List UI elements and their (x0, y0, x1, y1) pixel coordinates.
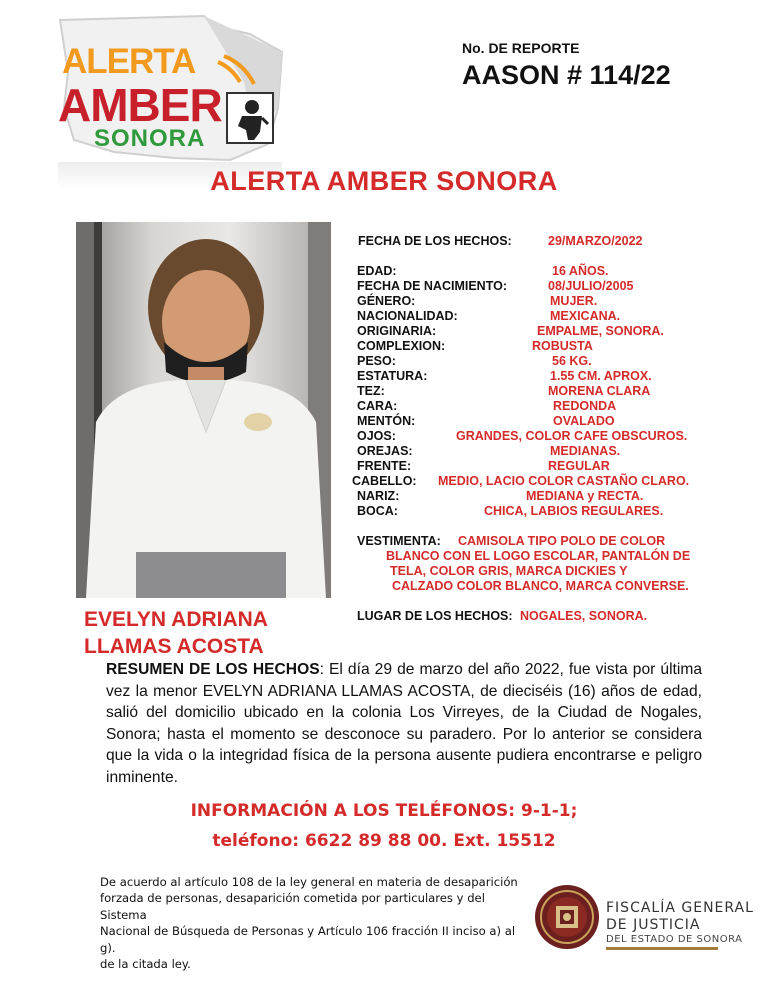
detail-label-menton: MENTÓN: (357, 414, 416, 428)
alerta-amber-logo (54, 12, 284, 190)
detail-value-ojos: GRANDES, COLOR CAFE OBSCUROS. (456, 429, 688, 443)
detail-label-complexion: COMPLEXION: (357, 339, 446, 353)
agency-underline (606, 947, 718, 950)
detail-label-tez: TEZ: (357, 384, 385, 398)
legal-line-2: forzada de personas, desaparición cometida por particulares y del Sistema (100, 891, 485, 922)
detail-value-complexion: ROBUSTA (532, 339, 593, 353)
detail-label-fecha-hechos: FECHA DE LOS HECHOS: (358, 234, 512, 248)
agency-name-line-1: FISCALÍA GENERAL (606, 900, 754, 916)
state-seal-icon (534, 884, 600, 950)
report-number-label: No. DE REPORTE (462, 40, 580, 56)
detail-label-cabello: CABELLO: (352, 474, 417, 488)
agency-name-line-3: DEL ESTADO DE SONORA (606, 934, 743, 945)
legal-line-4: de la citada ley. (100, 957, 191, 972)
legal-line-3: Nacional de Búsqueda de Personas y Artículo 106 fracción II inciso a) al g). (100, 924, 516, 955)
detail-value-tez: MORENA CLARA (548, 384, 651, 398)
detail-label-edad: EDAD: (357, 264, 397, 278)
logo-amber-text: AMBER (58, 79, 222, 131)
detail-label-peso: PESO: (357, 354, 396, 368)
detail-label-lugar: LUGAR DE LOS HECHOS: (357, 609, 513, 623)
page-title: ALERTA AMBER SONORA (210, 166, 558, 196)
name-line-2: LLAMAS ACOSTA (84, 635, 264, 658)
detail-label-genero: GÉNERO: (357, 294, 416, 308)
detail-label-nariz: NARIZ: (357, 489, 400, 503)
name-line-1: EVELYN ADRIANA (84, 608, 268, 631)
detail-value-peso: 56 KG. (552, 354, 592, 368)
detail-value-lugar: NOGALES, SONORA. (520, 609, 648, 623)
detail-value-boca: CHICA, LABIOS REGULARES. (484, 504, 664, 518)
detail-value-menton: OVALADO (553, 414, 615, 428)
detail-value-nacimiento: 08/JULIO/2005 (548, 279, 634, 293)
clothing-line-2: BLANCO CON EL LOGO ESCOLAR, PANTALÓN DE (386, 549, 691, 563)
logo-sonora-text: SONORA (94, 125, 206, 152)
detail-label-ojos: OJOS: (357, 429, 396, 443)
detail-value-fecha-hechos: 29/MARZO/2022 (548, 234, 643, 248)
child-figure-icon (226, 92, 274, 144)
missing-person-name (84, 606, 344, 660)
clothing-line-3: TELA, COLOR GRIS, MARCA DICKIES Y (390, 564, 628, 578)
detail-label-orejas: OREJAS: (357, 444, 413, 458)
detail-label-frente: FRENTE: (357, 459, 412, 473)
clothing-line-1: CAMISOLA TIPO POLO DE COLOR (458, 534, 666, 548)
logo-alerta-text: ALERTA (62, 42, 196, 81)
detail-label-vestimenta: VESTIMENTA: (357, 534, 441, 548)
detail-label-boca: BOCA: (357, 504, 398, 518)
detail-value-estatura: 1.55 CM. APROX. (550, 369, 652, 383)
legal-line-1: De acuerdo al artículo 108 de la ley general en materia de desaparición (100, 875, 518, 889)
detail-value-nacionalidad: MEXICANA. (550, 309, 621, 323)
contact-phones-line: INFORMACIÓN A LOS TELÉFONOS: 9-1-1; (190, 801, 578, 821)
detail-value-cabello: MEDIO, LACIO COLOR CASTAÑO CLARO. (438, 474, 690, 488)
detail-label-nacimiento: FECHA DE NACIMIENTO: (357, 279, 507, 293)
report-number: AASON # 114/22 (462, 60, 671, 90)
clothing-line-4: CALZADO COLOR BLANCO, MARCA CONVERSE. (392, 579, 689, 593)
detail-value-genero: MUJER. (550, 294, 598, 308)
detail-value-cara: REDONDA (553, 399, 617, 413)
missing-person-photo (76, 222, 331, 598)
detail-value-edad: 16 AÑOS. (552, 264, 609, 278)
summary-text: : El día 29 de marzo del año 2022, fue vista por última vez la menor EVELYN ADRIANA LLAMAS ACOSTA, de dieciséis (16) años de edad, salió del domicilio ubicado en la colonia Los Virreyes, de la Ciudad de Nogales, Sonora; hasta el momento se desconoce su paradero. Por lo anterior se considera que la vida o la integridad física de la persona ausente pudiera encontrarse e peligro inminente. (106, 661, 702, 786)
legal-notice (100, 874, 520, 972)
detail-label-originaria: ORIGINARIA: (357, 324, 437, 338)
case-summary (106, 659, 702, 789)
detail-value-orejas: MEDIANAS. (550, 444, 621, 458)
detail-label-cara: CARA: (357, 399, 398, 413)
detail-label-nacionalidad: NACIONALIDAD: (357, 309, 458, 323)
contact-phone-extension: teléfono: 6622 89 88 00. Ext. 15512 (212, 831, 556, 851)
agency-name-line-2: DE JUSTICIA (606, 917, 701, 933)
detail-value-frente: REGULAR (548, 459, 610, 473)
detail-value-originaria: EMPALME, SONORA. (537, 324, 664, 338)
detail-value-nariz: MEDIANA y RECTA. (526, 489, 644, 503)
detail-label-estatura: ESTATURA: (357, 369, 428, 383)
summary-label: RESUMEN DE LOS HECHOS (106, 661, 320, 678)
